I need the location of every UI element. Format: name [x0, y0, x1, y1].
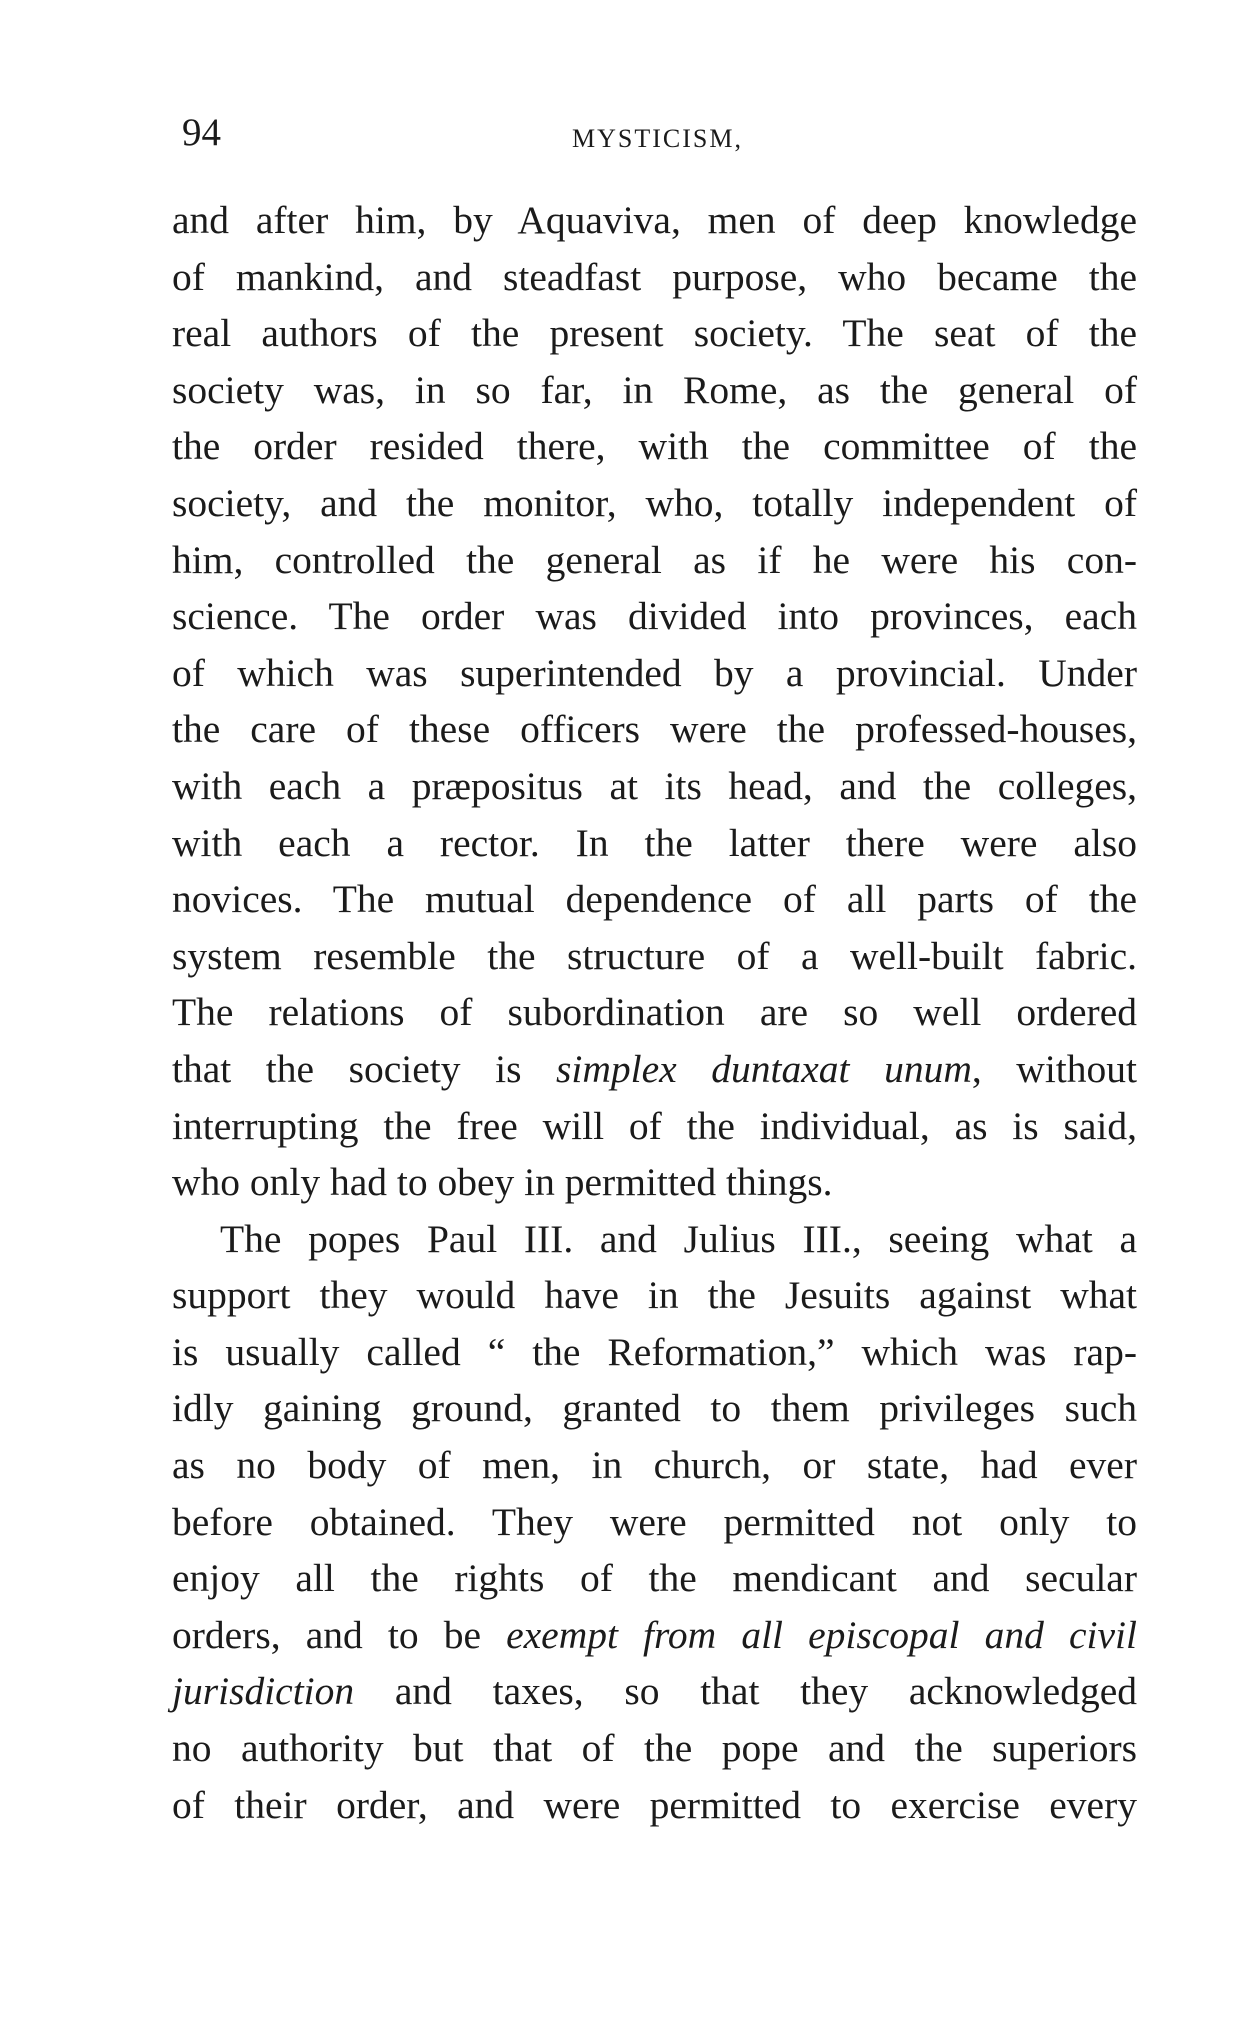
running-title: MYSTICISM, [572, 124, 743, 153]
text-line: the care of these officers were the professed-houses, [172, 707, 1137, 752]
text-line: of which was superintended by a provincial. Under [172, 650, 1137, 695]
text-line: is usually called “ the Reformation,” which was rap- [172, 1329, 1137, 1374]
text-line: idly gaining ground, granted to them privileges such [172, 1386, 1137, 1431]
text-line: society, and the monitor, who, totally independent of [172, 480, 1137, 525]
text-line: The relations of subordination are so well ordered [172, 990, 1137, 1035]
text-line: interrupting the free will of the individual, as is said, [172, 1103, 1137, 1148]
text-line: society was, in so far, in Rome, as the general of [172, 367, 1137, 412]
text-line: that the society is simplex duntaxat unum, without [172, 1046, 1138, 1091]
text-line: The popes Paul III. and Julius III., seeing what a [220, 1216, 1137, 1261]
text-line: of their order, and were permitted to exercise every [172, 1782, 1137, 1827]
text-line: as no body of men, in church, or state, had ever [172, 1443, 1137, 1488]
text-line: no authority but that of the pope and the superiors [172, 1726, 1137, 1771]
text-line: jurisdiction and taxes, so that they acknowledged [172, 1669, 1137, 1714]
italic-phrase: exempt from all episcopal and civil [506, 1612, 1137, 1657]
text-line: system resemble the structure of a well-built fabric. [172, 933, 1137, 978]
running-header [182, 108, 1127, 158]
text-line: with each a rector. In the latter there were also [172, 820, 1137, 865]
text-line: orders, and to be exempt from all episcopal and civil [172, 1612, 1137, 1657]
text-line: and after him, by Aquaviva, men of deep knowledge [172, 198, 1137, 242]
text-line: real authors of the present society. The seat of the [172, 311, 1137, 356]
text-line: enjoy all the rights of the mendicant and secular [172, 1556, 1137, 1601]
text-line: the order resided there, with the committee of the [172, 424, 1137, 469]
body-text [172, 192, 1137, 1833]
text-line: support they would have in the Jesuits against what [172, 1273, 1137, 1318]
text-line: novices. The mutual dependence of all parts of the [172, 877, 1137, 922]
text-line: science. The order was divided into provinces, each [172, 594, 1137, 639]
page-number: 94 [182, 111, 221, 154]
text-line: of mankind, and steadfast purpose, who became the [172, 254, 1137, 299]
text-line: before obtained. They were permitted not only to [172, 1499, 1137, 1544]
text-line: him, controlled the general as if he were his con- [172, 537, 1137, 582]
text-line: with each a præpositus at its head, and the colleges, [172, 763, 1137, 808]
italic-phrase: simplex duntaxat unum [556, 1046, 972, 1091]
italic-phrase: jurisdiction [172, 1669, 355, 1714]
text-line: who only had to obey in permitted things. [172, 1160, 833, 1205]
